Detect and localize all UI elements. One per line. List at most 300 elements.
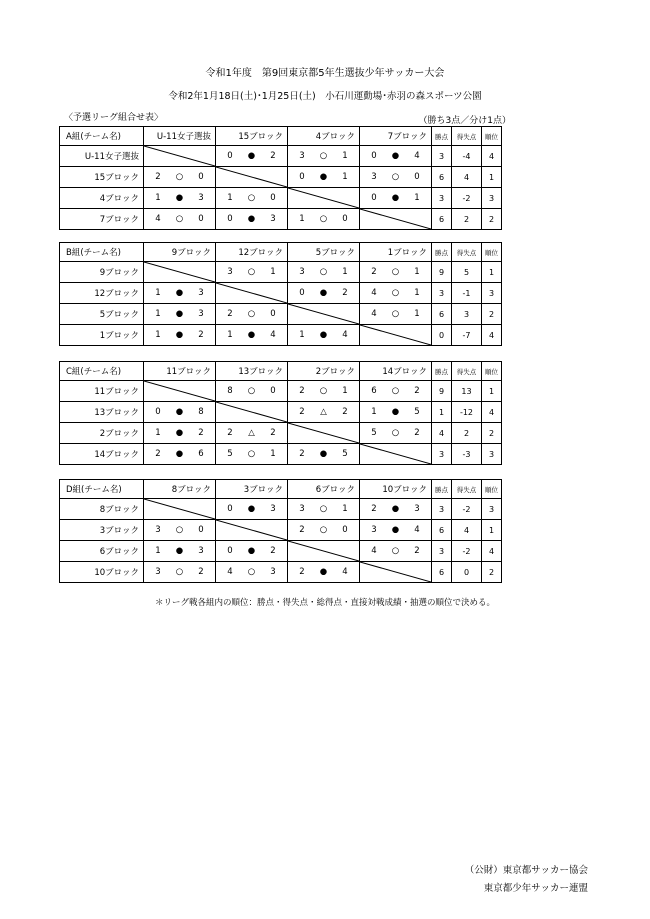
stat-header: 順位 [482,127,502,146]
goals-for: 0 [227,151,233,161]
row-team-name: 6ブロック [60,541,144,562]
result-mark: ● [175,449,184,459]
goals-against: 0 [198,525,204,535]
result-mark: ● [319,567,328,577]
self-match-diagonal [288,188,360,209]
points: 3 [432,444,452,465]
match-result [288,262,360,283]
goals-against: 0 [198,214,204,224]
group-table [59,479,502,583]
stat-header: 得失点 [452,362,482,381]
match-result [144,402,216,423]
goals-against: 2 [342,407,348,417]
goals-against: 0 [198,172,204,182]
result-mark: ○ [247,567,256,577]
goals-against: 5 [414,407,420,417]
result-mark: ○ [319,214,328,224]
goals-against: 2 [198,567,204,577]
column-team-name: 6ブロック [288,480,360,499]
goal-difference: 3 [452,304,482,325]
row-team-name: 1ブロック [60,325,144,346]
stat-header: 勝点 [432,243,452,262]
rank: 2 [482,304,502,325]
goals-for: 1 [155,428,161,438]
points: 3 [432,283,452,304]
result-mark: ● [175,428,184,438]
match-result [216,146,288,167]
self-match-diagonal [288,423,360,444]
row-team-name: 2ブロック [60,423,144,444]
self-match-diagonal [288,541,360,562]
goals-for: 3 [299,267,305,277]
match-result [288,444,360,465]
stat-header: 得失点 [452,243,482,262]
goals-against: 2 [198,330,204,340]
match-result [144,304,216,325]
goals-against: 2 [198,428,204,438]
group-name: D組(チーム名) [60,480,144,499]
rank: 4 [482,402,502,423]
group-name: C組(チーム名) [60,362,144,381]
rank: 1 [482,262,502,283]
result-mark: ○ [391,172,400,182]
match-result [288,283,360,304]
column-team-name: 7ブロック [360,127,432,146]
goals-for: 2 [299,525,305,535]
rank: 2 [482,209,502,230]
goals-for: 2 [155,172,161,182]
column-team-name: 5ブロック [288,243,360,262]
match-result [288,167,360,188]
goals-for: 0 [299,172,305,182]
goals-against: 1 [342,172,348,182]
goals-for: 5 [227,449,233,459]
match-result [144,541,216,562]
match-result [144,423,216,444]
result-mark: ○ [247,449,256,459]
match-result [360,304,432,325]
goals-for: 1 [299,214,305,224]
points: 4 [432,423,452,444]
row-team-name: 4ブロック [60,188,144,209]
match-result [216,325,288,346]
match-result [288,520,360,541]
goals-for: 8 [227,386,233,396]
goals-for: 1 [155,309,161,319]
goals-against: 2 [270,546,276,556]
points: 6 [432,167,452,188]
row-team-name: 7ブロック [60,209,144,230]
result-mark: ○ [391,428,400,438]
goal-difference: -1 [452,283,482,304]
match-result [360,381,432,402]
goal-difference: 4 [452,520,482,541]
match-result [288,146,360,167]
self-match-diagonal [360,209,432,230]
rank: 4 [482,541,502,562]
goal-difference: -2 [452,188,482,209]
match-result [216,562,288,583]
goals-against: 2 [414,386,420,396]
match-result [360,188,432,209]
goals-for: 5 [371,428,377,438]
match-result [288,499,360,520]
table-row [60,304,502,325]
goals-for: 4 [371,288,377,298]
result-mark: ○ [175,214,184,224]
goals-against: 1 [342,504,348,514]
result-mark: ● [175,407,184,417]
points: 3 [432,146,452,167]
goals-for: 0 [227,546,233,556]
goals-against: 4 [342,567,348,577]
row-team-name: U-11女子選抜 [60,146,144,167]
column-team-name: 8ブロック [144,480,216,499]
goals-against: 1 [270,449,276,459]
goal-difference: 4 [452,167,482,188]
result-mark: ● [319,172,328,182]
goals-for: 1 [227,193,233,203]
self-match-diagonal [216,402,288,423]
goals-for: 2 [371,267,377,277]
table-row [60,325,502,346]
goals-against: 2 [414,546,420,556]
group-table [59,126,502,230]
match-result [360,262,432,283]
result-mark: ● [247,214,256,224]
goals-for: 4 [227,567,233,577]
stat-header: 勝点 [432,127,452,146]
match-result [288,562,360,583]
goals-against: 2 [342,288,348,298]
goals-for: 3 [299,504,305,514]
result-mark: ● [391,525,400,535]
goals-for: 2 [299,407,305,417]
column-team-name: 14ブロック [360,362,432,381]
self-match-diagonal [144,262,216,283]
match-result [216,304,288,325]
result-mark: ● [391,407,400,417]
goals-against: 0 [414,172,420,182]
row-team-name: 3ブロック [60,520,144,541]
rank: 3 [482,444,502,465]
result-mark: ○ [319,386,328,396]
table-row [60,423,502,444]
goal-difference: -7 [452,325,482,346]
match-result [360,402,432,423]
event-dates-venues: 令和2年1月18日(土)･1月25日(土) 小石川運動場･赤羽の森スポーツ公園 [168,91,482,102]
goals-against: 2 [270,151,276,161]
result-mark: ● [247,504,256,514]
match-result [360,520,432,541]
match-result [216,262,288,283]
match-result [216,499,288,520]
rank: 3 [482,188,502,209]
row-team-name: 15ブロック [60,167,144,188]
goals-against: 3 [414,504,420,514]
goals-for: 0 [371,151,377,161]
points: 6 [432,520,452,541]
match-result [216,541,288,562]
match-result [360,146,432,167]
goals-against: 0 [270,386,276,396]
result-mark: ● [247,330,256,340]
result-mark: △ [320,407,327,417]
table-row [60,381,502,402]
goals-for: 2 [299,449,305,459]
column-team-name: 9ブロック [144,243,216,262]
result-mark: ● [175,288,184,298]
result-mark: ○ [247,386,256,396]
result-mark: ● [175,309,184,319]
match-result [144,167,216,188]
goals-against: 3 [198,309,204,319]
points-note: （勝ち3点／分け1点） [418,116,511,126]
result-mark: ○ [247,193,256,203]
column-team-name: 13ブロック [216,362,288,381]
result-mark: ● [391,193,400,203]
goals-against: 1 [414,288,420,298]
organizer: （公財）東京都サッカー協会 [464,865,588,876]
goals-against: 4 [414,525,420,535]
result-mark: ○ [319,267,328,277]
rank: 4 [482,325,502,346]
table-row [60,167,502,188]
goal-difference: -12 [452,402,482,423]
table-row [60,209,502,230]
goals-against: 3 [270,214,276,224]
column-team-name: 10ブロック [360,480,432,499]
table-row [60,262,502,283]
points: 6 [432,304,452,325]
goals-for: 3 [371,172,377,182]
self-match-diagonal [216,520,288,541]
goal-difference: 5 [452,262,482,283]
result-mark: ● [175,193,184,203]
goals-for: 3 [371,525,377,535]
points: 9 [432,381,452,402]
match-result [144,444,216,465]
result-mark: ● [319,449,328,459]
goals-against: 1 [414,267,420,277]
organizer-2: 東京都少年サッカー連盟 [483,883,588,894]
row-team-name: 14ブロック [60,444,144,465]
goal-difference: 13 [452,381,482,402]
goals-for: 2 [299,386,305,396]
self-match-diagonal [360,444,432,465]
match-result [288,402,360,423]
goals-for: 0 [299,288,305,298]
goals-against: 1 [342,386,348,396]
row-team-name: 11ブロック [60,381,144,402]
result-mark: ○ [247,267,256,277]
match-result [360,167,432,188]
goals-for: 0 [227,504,233,514]
points: 3 [432,541,452,562]
row-team-name: 5ブロック [60,304,144,325]
goals-for: 3 [299,151,305,161]
result-mark: ● [319,288,328,298]
column-team-name: 3ブロック [216,480,288,499]
match-result [216,444,288,465]
header-row [60,480,502,499]
goals-for: 4 [371,546,377,556]
goal-difference: -4 [452,146,482,167]
goals-against: 3 [198,288,204,298]
stat-header: 得失点 [452,480,482,499]
points: 3 [432,499,452,520]
match-result [360,283,432,304]
result-mark: ● [247,151,256,161]
goals-for: 2 [227,428,233,438]
match-result [144,520,216,541]
goals-for: 2 [155,449,161,459]
points: 0 [432,325,452,346]
result-mark: ○ [247,309,256,319]
goals-against: 1 [414,309,420,319]
result-mark: ○ [391,309,400,319]
points: 9 [432,262,452,283]
row-team-name: 9ブロック [60,262,144,283]
group-name: B組(チーム名) [60,243,144,262]
goals-for: 1 [155,546,161,556]
result-mark: ○ [319,504,328,514]
goals-against: 1 [270,267,276,277]
goal-difference: 2 [452,423,482,444]
match-result [360,541,432,562]
goals-against: 6 [198,449,204,459]
goals-against: 4 [270,330,276,340]
column-team-name: 12ブロック [216,243,288,262]
rank: 1 [482,381,502,402]
goals-for: 3 [155,525,161,535]
group-table [59,361,502,465]
stat-header: 順位 [482,480,502,499]
rank: 3 [482,499,502,520]
stat-header: 順位 [482,362,502,381]
rank: 1 [482,167,502,188]
goals-against: 3 [270,504,276,514]
header-row [60,362,502,381]
goals-against: 4 [342,330,348,340]
rank: 4 [482,146,502,167]
match-result [216,423,288,444]
goals-against: 1 [342,151,348,161]
goals-for: 0 [227,214,233,224]
match-result [144,283,216,304]
goal-difference: -3 [452,444,482,465]
result-mark: ● [391,504,400,514]
goals-against: 1 [414,193,420,203]
stat-header: 勝点 [432,362,452,381]
self-match-diagonal [144,499,216,520]
match-result [144,325,216,346]
table-row [60,188,502,209]
column-team-name: 1ブロック [360,243,432,262]
rank: 2 [482,562,502,583]
goal-difference: 0 [452,562,482,583]
goal-difference: -2 [452,499,482,520]
goals-against: 0 [342,525,348,535]
result-mark: ○ [175,172,184,182]
goals-for: 2 [371,504,377,514]
points: 6 [432,562,452,583]
goals-against: 0 [270,309,276,319]
rank: 1 [482,520,502,541]
goals-against: 4 [414,151,420,161]
result-mark: ● [175,546,184,556]
match-result [216,188,288,209]
goals-for: 4 [155,214,161,224]
stat-header: 得失点 [452,127,482,146]
goals-against: 0 [342,214,348,224]
column-team-name: 11ブロック [144,362,216,381]
goals-for: 4 [371,309,377,319]
goals-against: 8 [198,407,204,417]
match-result [288,381,360,402]
goals-for: 2 [299,567,305,577]
row-team-name: 8ブロック [60,499,144,520]
header-row [60,243,502,262]
match-result [144,562,216,583]
table-row [60,562,502,583]
goals-against: 1 [342,267,348,277]
goals-against: 3 [198,546,204,556]
goals-against: 3 [270,567,276,577]
goals-for: 1 [299,330,305,340]
column-team-name: 15ブロック [216,127,288,146]
result-mark: ○ [319,151,328,161]
goals-against: 0 [270,193,276,203]
goals-for: 0 [155,407,161,417]
result-mark: ● [391,151,400,161]
result-mark: ● [247,546,256,556]
points: 1 [432,402,452,423]
goals-against: 2 [270,428,276,438]
rank: 2 [482,423,502,444]
table-row [60,444,502,465]
goals-for: 3 [155,567,161,577]
self-match-diagonal [360,562,432,583]
page-title: 令和1年度 第9回東京都5年生選抜少年サッカー大会 [205,68,445,79]
goals-for: 6 [371,386,377,396]
goals-for: 3 [227,267,233,277]
result-mark: ○ [391,546,400,556]
self-match-diagonal [360,325,432,346]
stat-header: 順位 [482,243,502,262]
self-match-diagonal [144,381,216,402]
goals-for: 1 [155,330,161,340]
match-result [288,209,360,230]
match-result [144,188,216,209]
self-match-diagonal [288,304,360,325]
match-result [144,209,216,230]
section-label: 〈予選リーグ組合せ表〉 [64,113,164,123]
stat-header: 勝点 [432,480,452,499]
group-name: A組(チーム名) [60,127,144,146]
goals-for: 1 [155,288,161,298]
goals-against: 5 [342,449,348,459]
column-team-name: 4ブロック [288,127,360,146]
result-mark: ○ [175,525,184,535]
table-row [60,146,502,167]
match-result [216,209,288,230]
result-mark: ● [175,330,184,340]
self-match-diagonal [216,283,288,304]
goals-for: 1 [227,330,233,340]
match-result [360,499,432,520]
rank: 3 [482,283,502,304]
